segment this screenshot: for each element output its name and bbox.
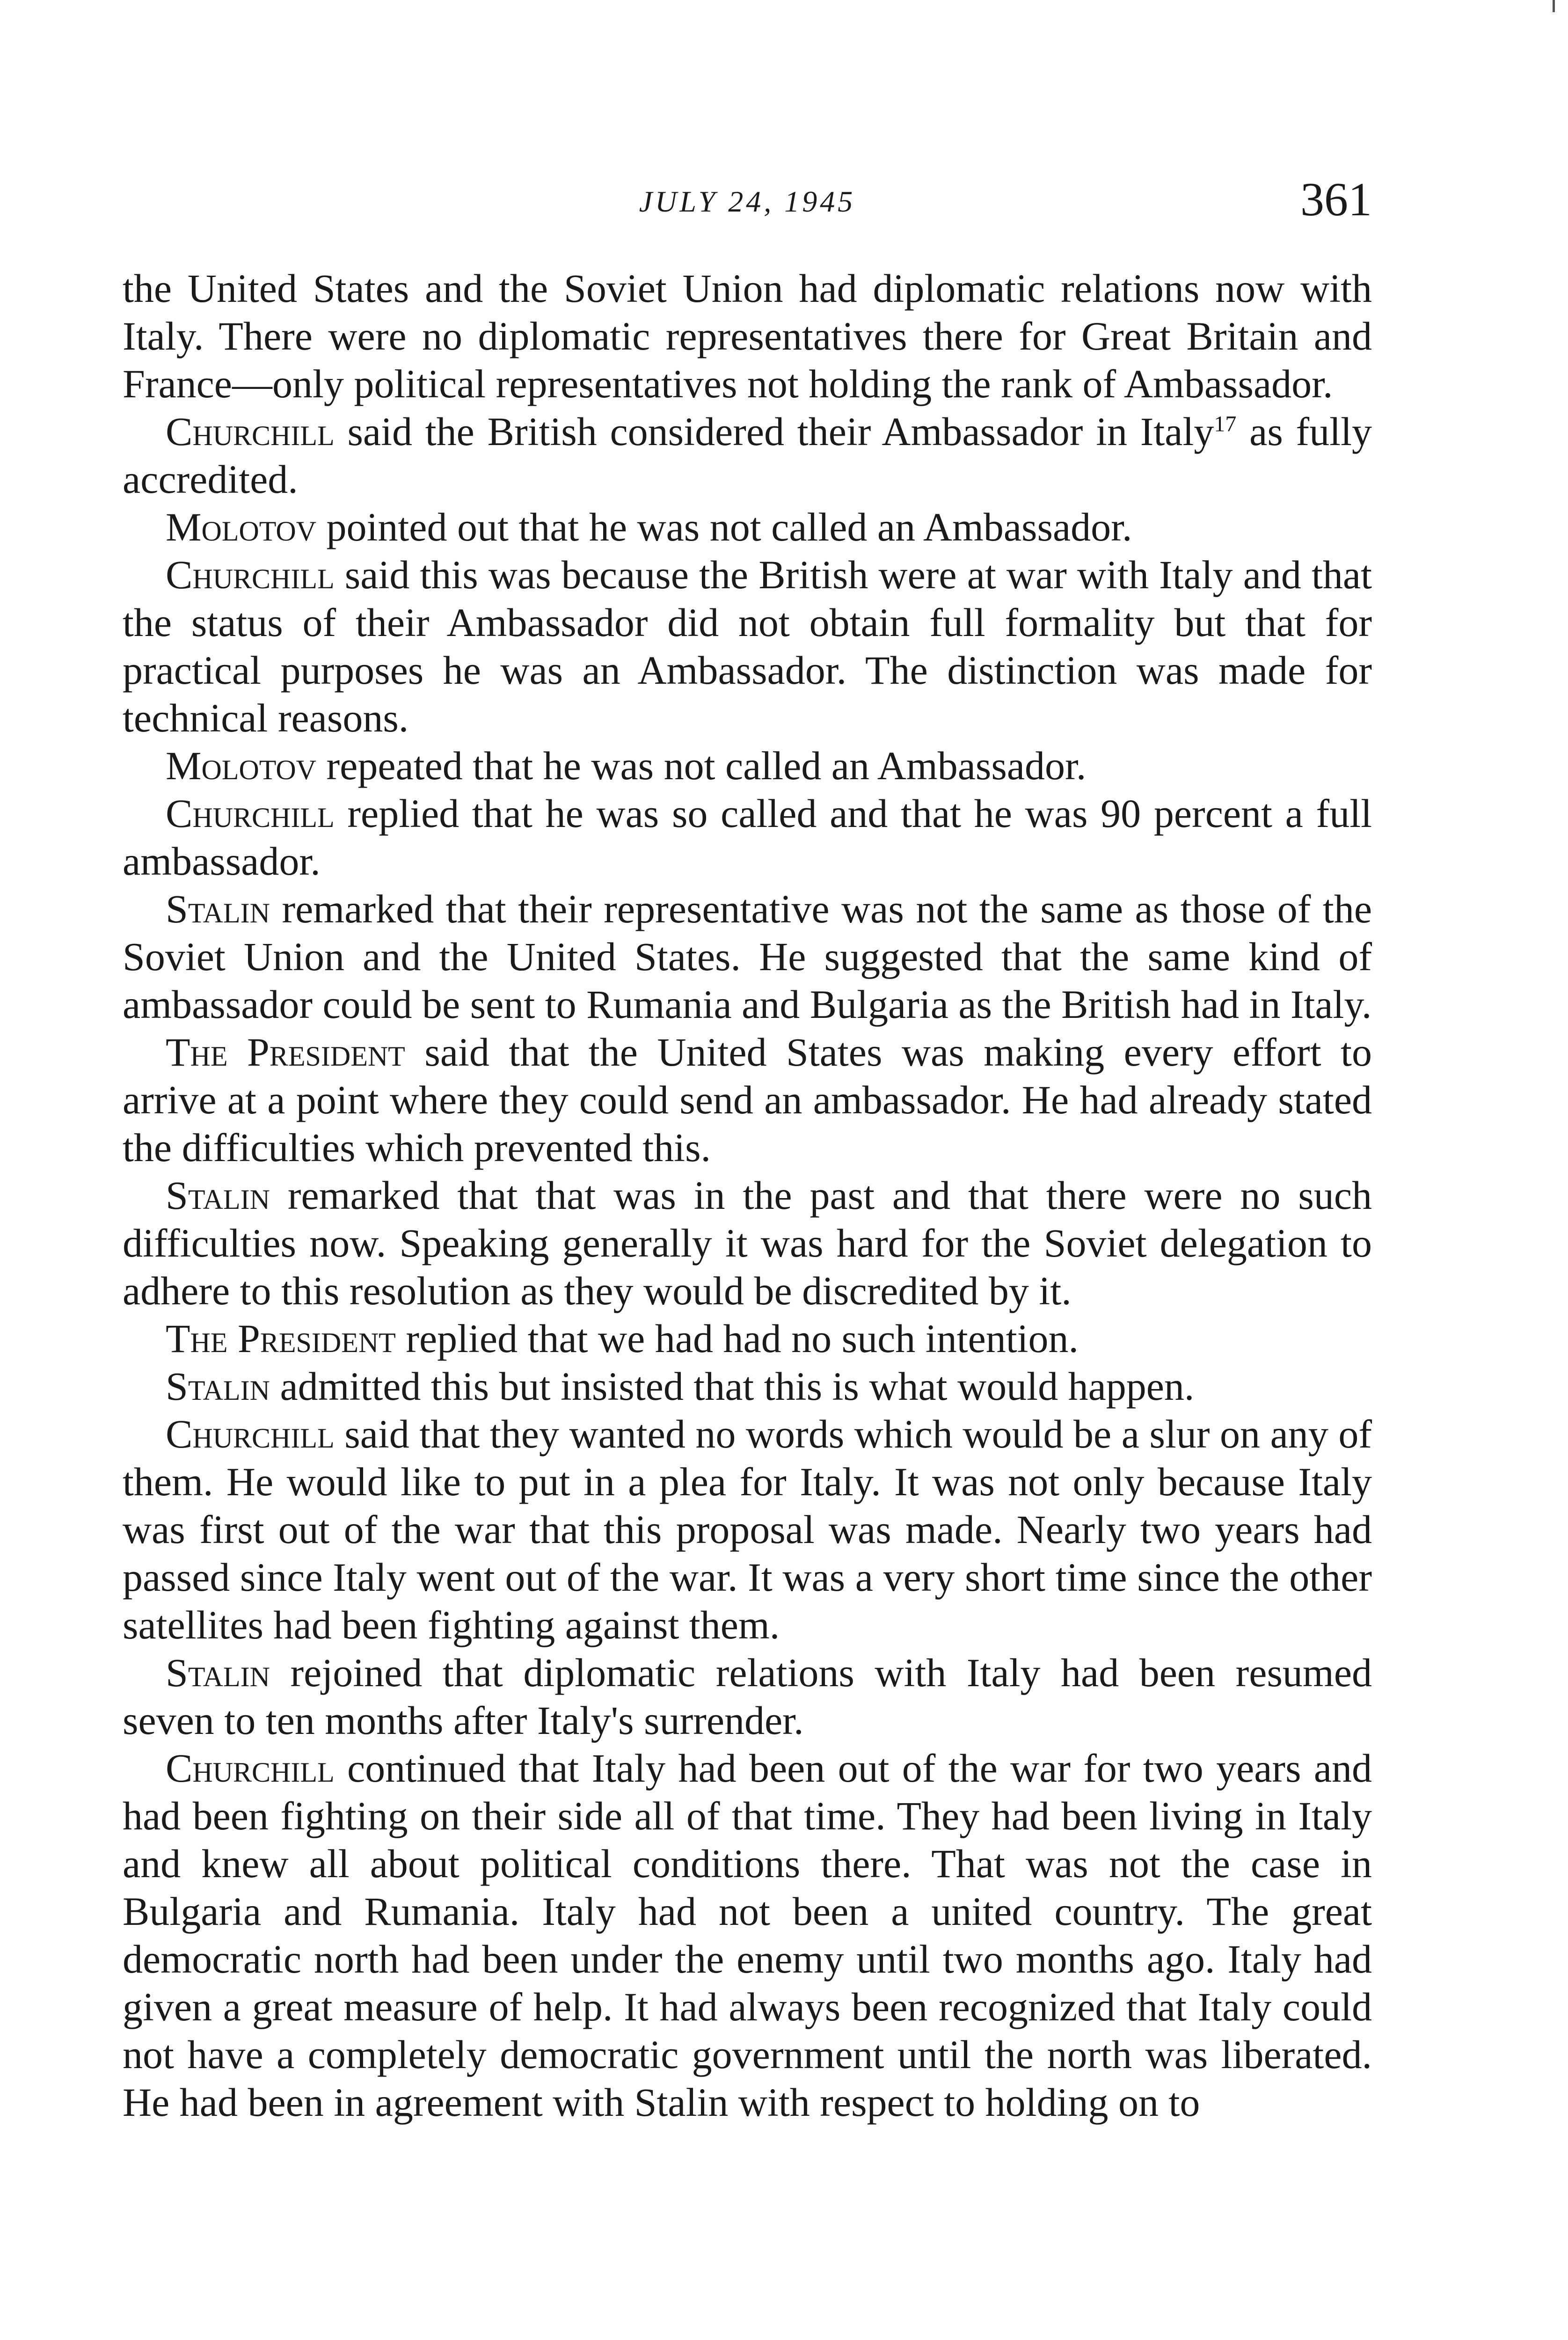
paragraph [123, 264, 1372, 408]
speaker-name: The President [166, 1316, 396, 1361]
speaker-name: Churchill [166, 409, 335, 454]
speaker-name: Stalin [166, 1364, 270, 1409]
speaker-name: Churchill [166, 791, 335, 836]
body-text [123, 264, 1372, 2126]
scan-edge-mark [1553, 0, 1555, 12]
paragraph-text: admitted this but insisted that this is what would happen. [270, 1364, 1195, 1409]
paragraph [123, 885, 1372, 1028]
paragraph [123, 408, 1372, 503]
speaker-name: Churchill [166, 552, 335, 597]
paragraph [123, 1649, 1372, 1744]
paragraph [123, 551, 1372, 742]
paragraph [123, 1362, 1372, 1410]
paragraph-text: pointed out that he was not called an Ambassador. [316, 505, 1132, 549]
paragraph-text: the United States and the Soviet Union had diplomatic relations now with Italy. There were no diplomatic representatives there for Great Britain and France—only political representatives not holding the rank of Ambassador. [123, 266, 1372, 406]
paragraph-text: said the British considered their Ambassador in Italy [334, 409, 1214, 454]
page-header [123, 172, 1372, 233]
speaker-name: Churchill [166, 1411, 335, 1456]
footnote-reference: 17 [1214, 411, 1237, 437]
speaker-name: The President [166, 1030, 405, 1075]
paragraph [123, 503, 1372, 551]
paragraph [123, 790, 1372, 885]
paragraph-text: as fully accredited. [123, 409, 1372, 502]
speaker-name: Stalin [166, 1173, 270, 1218]
paragraph-text: continued that Italy had been out of the war for two years and had been fighting on their side all of that time. They had been living in Italy and knew all about political conditions there. That was not the case in Bulgaria and Rumania. Italy had not been a united country. The great democratic north had been under the enemy until two months ago. Italy had given a great measure of help. It had always been recognized that Italy could not have a completely democratic government until the north was liberated. He had been in agreement with Stalin with respect to holding on to [123, 1746, 1372, 2125]
speaker-name: Molotov [166, 505, 317, 549]
paragraph-text: remarked that their representative was not the same as those of the Soviet Union and the United States. He suggested that the same kind of ambassador could be sent to Rumania and Bulgaria as the British had in Italy. [123, 886, 1372, 1027]
page-number: 361 [1300, 173, 1372, 226]
paragraph [123, 1410, 1372, 1649]
paragraph-text: said that they wanted no words which would be a slur on any of them. He would like to put in a plea for Italy. It was not only because Italy was first out of the war that this proposal was made. Nearly two years had passed since Italy went out of the war. It was a very short time since the other satellites had been fighting against them. [123, 1411, 1372, 1647]
paragraph [123, 742, 1372, 790]
running-head: JULY 24, 1945 [639, 185, 856, 218]
paragraph-text: replied that we had had no such intention. [395, 1316, 1079, 1361]
paragraph-text: repeated that he was not called an Ambassador. [316, 743, 1087, 788]
paragraph-text: said that the United States was making every effort to arrive at a point where they could send an ambassador. He had already stated the difficulties which prevented this. [123, 1030, 1372, 1170]
paragraph [123, 1028, 1372, 1171]
paragraph [123, 1171, 1372, 1315]
paragraph-text: replied that he was so called and that he was 90 percent a full ambassador. [123, 791, 1372, 884]
speaker-name: Molotov [166, 743, 317, 788]
paragraph-text: said this was because the British were at war with Italy and that the status of their Ambassador did not obtain full formality but that for practical purposes he was an Ambassador. The distinction was made for technical reasons. [123, 552, 1372, 740]
speaker-name: Stalin [166, 1650, 270, 1695]
speaker-name: Stalin [166, 886, 270, 931]
paragraph-text: remarked that that was in the past and that there were no such difficulties now. Speaking generally it was hard for the Soviet delegation to adhere to this resolution as they would be discredited by it. [123, 1173, 1372, 1313]
paragraph-text: rejoined that diplomatic relations with Italy had been resumed seven to ten months after Italy's surrender. [123, 1650, 1372, 1743]
paragraph [123, 1315, 1372, 1362]
paragraph [123, 1744, 1372, 2126]
speaker-name: Churchill [166, 1746, 335, 1791]
